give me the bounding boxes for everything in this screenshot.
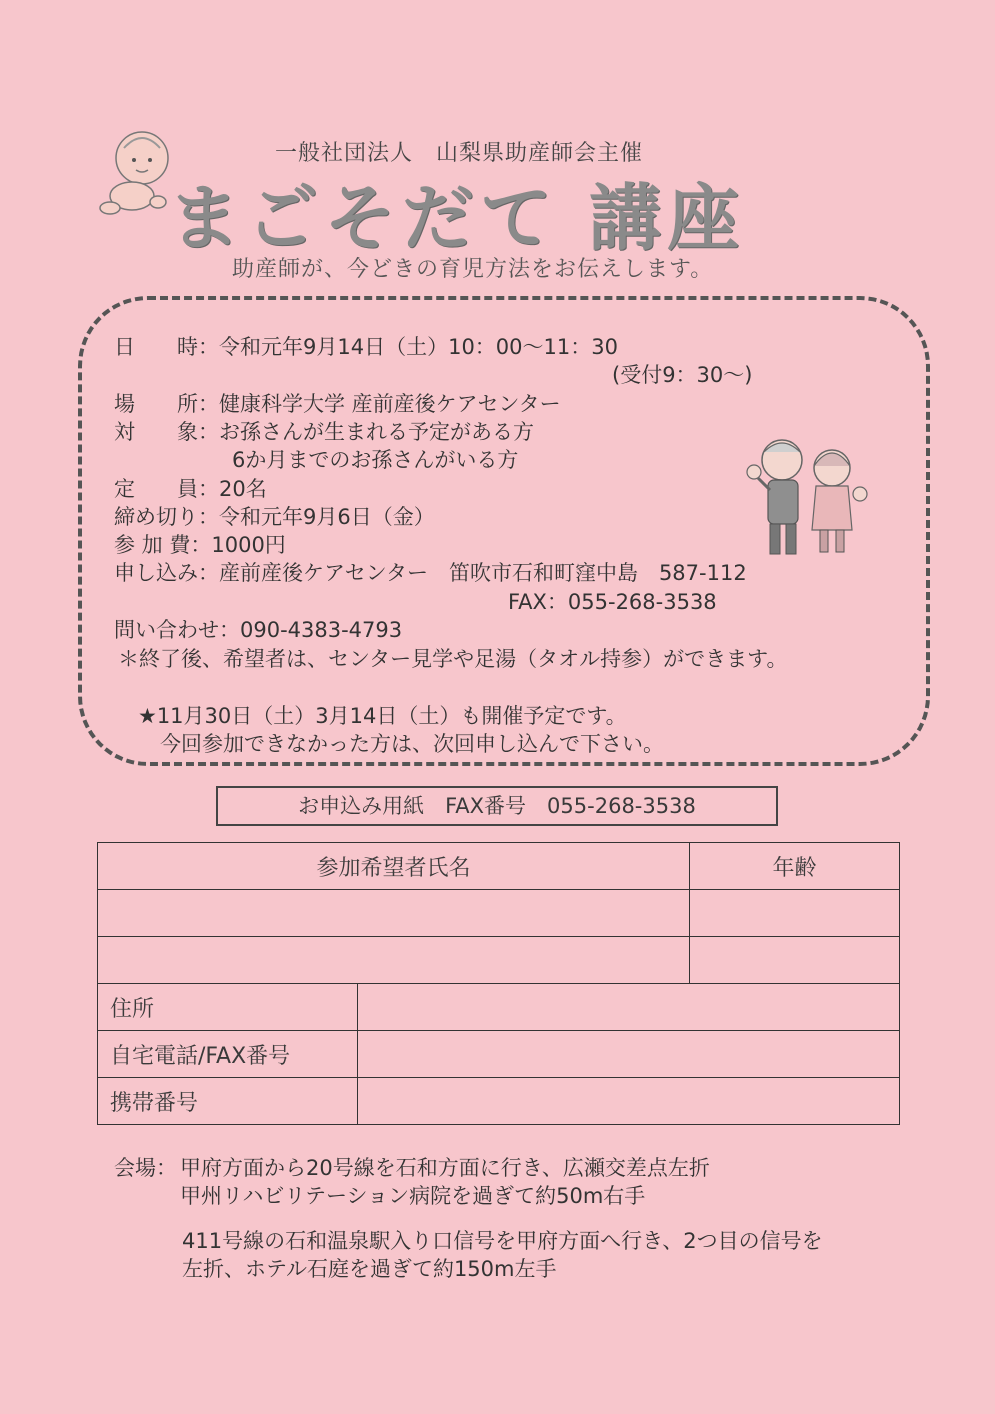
apply-fax: FAX：055-268-3538: [508, 590, 717, 614]
apply-value: 産前産後ケアセンター 笛吹市石和町窪中島 587-112: [219, 561, 747, 585]
age-input-2[interactable]: [690, 937, 900, 984]
address-input[interactable]: [358, 984, 900, 1031]
home-phone-label: 自宅電話/FAX番号: [98, 1031, 358, 1078]
application-form: [97, 842, 900, 1125]
capacity-label: 定 員：: [114, 477, 219, 501]
access-label: 会場：: [114, 1156, 177, 1180]
next-session-row-2: 今回参加できなかった方は、次回申し込んで下さい。: [160, 732, 664, 756]
mobile-input[interactable]: [358, 1078, 900, 1125]
capacity-row: [114, 473, 267, 503]
datetime-value: 令和元年9月14日（土）10：00〜11：30: [219, 335, 618, 359]
note-row: ＊終了後、希望者は、センター見学や足湯（タオル持参）ができます。: [118, 647, 788, 671]
name-input-2[interactable]: [98, 937, 690, 984]
deadline-row: [114, 501, 435, 531]
apply-label: 申し込み：: [114, 561, 219, 585]
access-line-4: 左折、ホテル石庭を過ぎて約150m左手: [182, 1257, 557, 1281]
page-subtitle: 助産師が、今どきの育児方法をお伝えします。: [232, 257, 714, 282]
target-row: [114, 416, 534, 446]
fee-value: 1000円: [211, 533, 286, 557]
deadline-value: 令和元年9月6日（金）: [219, 505, 435, 529]
form-heading: お申込み用紙 FAX番号 055-268-3538: [216, 786, 778, 826]
home-phone-input[interactable]: [358, 1031, 900, 1078]
organizer-text: 一般社団法人 山梨県助産師会主催: [275, 141, 644, 166]
name-input-1[interactable]: [98, 890, 690, 937]
datetime-row: [114, 331, 618, 361]
target-label: 対 象：: [114, 420, 219, 444]
age-column-header: 年齢: [690, 843, 900, 890]
access-line-3: 411号線の石和温泉駅入り口信号を甲府方面へ行き、2つ目の信号を: [182, 1229, 823, 1253]
fee-label: 参 加 費：: [114, 533, 212, 557]
fee-row: [114, 529, 286, 559]
name-column-header: 参加希望者氏名: [98, 843, 690, 890]
capacity-value: 20名: [219, 477, 267, 501]
access-line-2: 甲州リハビリテーション病院を過ぎて約50m右手: [180, 1184, 646, 1208]
mobile-label: 携帯番号: [98, 1078, 358, 1125]
reception-time: (受付9：30〜): [612, 363, 753, 387]
place-value: 健康科学大学 産前産後ケアセンター: [219, 392, 561, 416]
target-value-1: お孫さんが生まれる予定がある方: [219, 420, 534, 444]
access-line-1: 甲府方面から20号線を石和方面に行き、広瀬交差点左折: [180, 1156, 710, 1180]
deadline-label: 締め切り：: [114, 505, 219, 529]
age-input-1[interactable]: [690, 890, 900, 937]
next-session-row-1: ★11月30日（土）3月14日（土）も開催予定です。: [138, 704, 627, 728]
page-title: まごそだて 講座: [168, 176, 746, 260]
target-value-2: 6か月までのお孫さんがいる方: [232, 448, 519, 472]
address-label: 住所: [98, 984, 358, 1031]
apply-row: [114, 557, 747, 587]
contact-row: 問い合わせ：090-4383-4793: [114, 618, 403, 642]
place-row: [114, 388, 561, 418]
grandparents-illustration: [740, 432, 870, 560]
place-label: 場 所：: [114, 392, 219, 416]
datetime-label: 日 時：: [114, 335, 219, 359]
